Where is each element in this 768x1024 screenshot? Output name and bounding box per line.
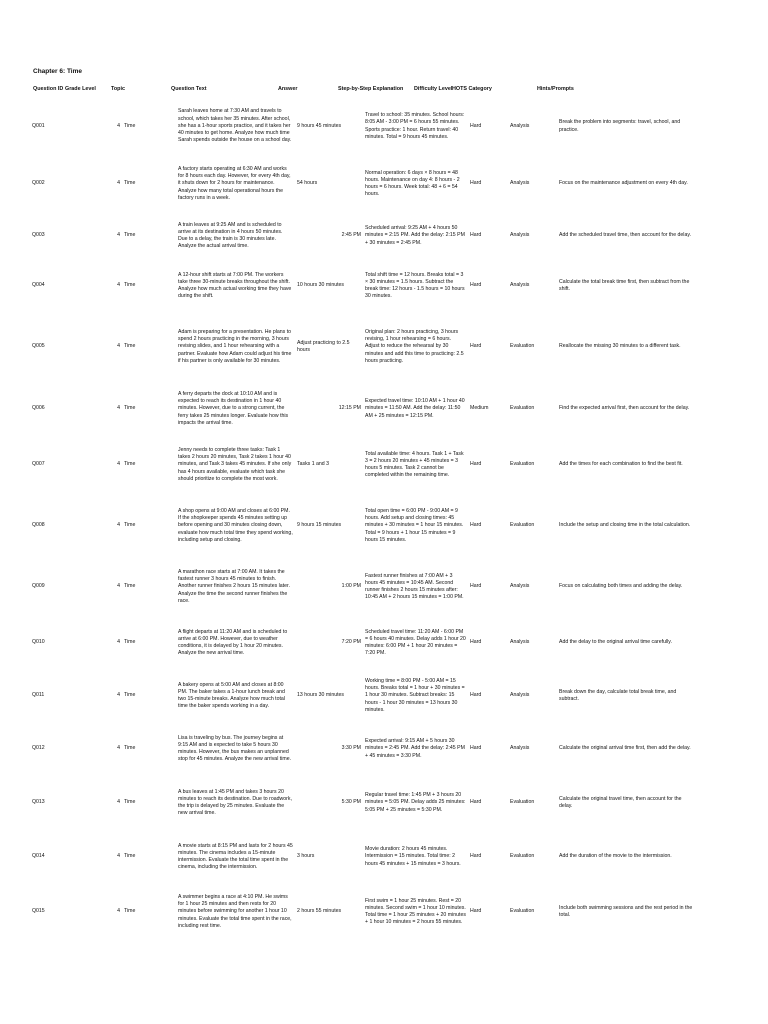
table-row <box>30 884 696 940</box>
hint-cell: Add the delay to the original arrival time carefully. <box>559 639 672 646</box>
header-topic: Topic <box>111 86 125 92</box>
grade-level-cell: 4 <box>117 522 120 529</box>
grade-level-cell: 4 <box>117 908 120 915</box>
hots-category-cell: Analysis <box>510 122 530 129</box>
table-row <box>30 97 696 156</box>
difficulty-cell: Hard <box>470 232 482 239</box>
hint-cell: Focus on the maintenance adjustment on every 4th day. <box>559 180 688 187</box>
answer-cell: 3 hours <box>297 853 315 860</box>
table-row <box>30 436 696 494</box>
hots-category-cell: Analysis <box>510 692 530 699</box>
explanation-cell: Normal operation: 6 days × 8 hours = 48 hours. Maintenance on day 4: 8 hours - 2 hours = 6 hours. Week total: 48 + 6 = 54 hours. <box>365 169 460 198</box>
hots-category-cell: Evaluation <box>510 522 535 529</box>
question-id-cell: Q007 <box>32 461 45 468</box>
grade-level-cell: 4 <box>117 583 120 590</box>
table-row <box>30 670 696 722</box>
question-text-cell: Jenny needs to complete three tasks: Task 1 takes 2 hours 20 minutes, Task 2 takes 1 hour 40 minutes, and Task 3 takes 45 minutes. If she only has 4 hours available, evaluate which task she should prioritize to complete the most work. <box>178 446 292 482</box>
difficulty-cell: Hard <box>470 692 482 699</box>
answer-cell: 2 hours 55 minutes <box>297 908 342 915</box>
table-row <box>30 494 696 558</box>
answer-cell: 2:45 PM <box>341 232 361 239</box>
hots-category-cell: Analysis <box>510 745 530 752</box>
hint-cell: Add the duration of the movie to the intermission. <box>559 853 672 860</box>
hint-cell: Add the times for each combination to find the best fit. <box>559 461 683 468</box>
answer-cell: 7:20 PM <box>341 639 361 646</box>
questions-table <box>30 97 696 940</box>
topic-cell: Time <box>124 232 136 239</box>
explanation-cell: Total open time = 6:00 PM - 9:00 AM = 9 hours. Add setup and closing times: 45 minutes + 30 minutes = 1 hour 15 minutes. Total = 9 hours + 1 hour 15 minutes = 9 hours 15 minutes. <box>365 507 464 543</box>
topic-cell: Time <box>124 692 136 699</box>
table-row <box>30 776 696 830</box>
question-id-cell: Q008 <box>32 522 45 529</box>
difficulty-cell: Hard <box>470 122 482 129</box>
question-text-cell: Adam is preparing for a presentation. He plans to spend 2 hours practicing in the morning, 3 hours revising slides, and 1 hour rehearsing with a partner. Evaluate how Adam could adjust his time if his partner is only available for 30 minutes. <box>178 328 292 364</box>
question-id-cell: Q005 <box>32 343 45 350</box>
difficulty-cell: Hard <box>470 343 482 350</box>
table-row <box>30 616 696 670</box>
question-text-cell: A swimmer begins a race at 4:10 PM. He swims for 1 hour 25 minutes and then rests for 20 minutes before swimming for another 1 hour 10 minutes. Evaluate the total time spent in the race, including rest time. <box>178 893 292 929</box>
explanation-cell: Scheduled travel time: 11:20 AM - 6:00 PM = 6 hours 40 minutes. Delay adds 1 hour 20 minutes: 6:00 PM + 1 hour 20 minutes = 7:20 PM. <box>365 628 466 657</box>
question-text-cell: A marathon race starts at 7:00 AM. It takes the fastest runner 3 hours 45 minutes to finish. Another runner finishes 2 hours 15 minutes later. Analyze the time the second runner finishes the race. <box>178 568 290 604</box>
explanation-cell: Movie duration: 2 hours 45 minutes. Intermission = 15 minutes. Total time: 2 hours 45 minutes + 15 minutes = 3 hours. <box>365 846 461 867</box>
question-text-cell: A train leaves at 9:25 AM and is scheduled to arrive at its destination in 4 hours 50 minutes. Due to a delay, the train is 30 minutes late. Analyze the actual arrival time. <box>178 221 283 250</box>
hots-category-cell: Analysis <box>510 639 530 646</box>
topic-cell: Time <box>124 405 136 412</box>
hots-category-cell: Analysis <box>510 583 530 590</box>
topic-cell: Time <box>124 583 136 590</box>
hint-cell: Add the scheduled travel time, then account for the delay. <box>559 232 691 239</box>
hots-category-cell: Evaluation <box>510 908 535 915</box>
answer-cell: 13 hours 30 minutes <box>297 692 345 699</box>
topic-cell: Time <box>124 853 136 860</box>
hots-category-cell: Evaluation <box>510 405 535 412</box>
topic-cell: Time <box>124 522 136 529</box>
header-hots-category: HOTS Category <box>452 86 492 92</box>
hint-cell: Calculate the total break time first, then subtract from the shift. <box>559 278 690 292</box>
question-id-cell: Q013 <box>32 799 45 806</box>
topic-cell: Time <box>124 282 136 289</box>
hint-cell: Focus on calculating both times and adding the delay. <box>559 583 683 590</box>
hots-category-cell: Analysis <box>510 180 530 187</box>
question-id-cell: Q012 <box>32 745 45 752</box>
grade-level-cell: 4 <box>117 799 120 806</box>
explanation-cell: Working time = 8:00 PM - 5:00 AM = 15 hours. Breaks total = 1 hour + 30 minutes = 1 hour 30 minutes. Subtract breaks: 15 hours - 1 hour 30 minutes = 13 hours 30 minutes. <box>365 677 465 713</box>
explanation-cell: Fastest runner finishes at 7:00 AM + 3 hours 45 minutes = 10:45 AM. Second runner finishes 2 hours 15 minutes after: 10:45 AM + 2 hours 15 minutes = 1:00 PM. <box>365 572 464 601</box>
hint-cell: Reallocate the missing 30 minutes to a different task. <box>559 343 681 350</box>
question-id-cell: Q015 <box>32 908 45 915</box>
explanation-cell: Scheduled arrival: 9:25 AM + 4 hours 50 minutes = 2:15 PM. Add the delay: 2:15 PM + 30 minutes = 2:45 PM. <box>365 225 465 246</box>
grade-level-cell: 4 <box>117 853 120 860</box>
question-text-cell: A 12-hour shift starts at 7:00 PM. The workers take three 30-minute breaks throughout the shift. Analyze how much actual working time they have during the shift. <box>178 271 292 300</box>
question-id-cell: Q004 <box>32 282 45 289</box>
question-id-cell: Q003 <box>32 232 45 239</box>
answer-cell: 3:30 PM <box>341 745 361 752</box>
question-id-cell: Q011 <box>32 692 45 699</box>
grade-level-cell: 4 <box>117 232 120 239</box>
difficulty-cell: Hard <box>470 461 482 468</box>
hint-cell: Break down the day, calculate total break time, and subtract. <box>559 688 677 702</box>
explanation-cell: Total shift time = 12 hours. Breaks total = 3 × 30 minutes = 1.5 hours. Subtract the break time: 12 hours - 1.5 hours = 10 hours 30 minutes. <box>365 271 465 300</box>
topic-cell: Time <box>124 745 136 752</box>
table-row <box>30 558 696 616</box>
difficulty-cell: Hard <box>470 853 482 860</box>
question-text-cell: A ferry departs the dock at 10:10 AM and is expected to reach its destination in 1 hour 40 minutes. However, due to a strong current, the ferry takes 25 minutes longer. Evaluate how this impacts the arrival time. <box>178 390 289 426</box>
explanation-cell: Expected travel time: 10:10 AM + 1 hour 40 minutes = 11:50 AM. Add the delay: 11:50 AM + 25 minutes = 12:15 PM. <box>365 398 465 419</box>
difficulty-cell: Hard <box>470 583 482 590</box>
hint-cell: Break the problem into segments: travel, school, and practice. <box>559 119 681 133</box>
header-hints: Hints/Prompts <box>537 86 574 92</box>
header-answer: Answer <box>278 86 298 92</box>
grade-level-cell: 4 <box>117 461 120 468</box>
answer-cell: 10 hours 30 minutes <box>297 282 345 289</box>
grade-level-cell: 4 <box>117 405 120 412</box>
answer-cell: 12:15 PM <box>338 405 361 412</box>
topic-cell: Time <box>124 908 136 915</box>
header-question-text: Question Text <box>171 86 207 92</box>
answer-cell: 5:30 PM <box>341 799 361 806</box>
hint-cell: Find the expected arrival first, then account for the delay. <box>559 405 690 412</box>
answer-cell: 9 hours 15 minutes <box>297 522 342 529</box>
table-row <box>30 212 696 260</box>
explanation-cell: Total available time: 4 hours. Task 1 + Task 3 = 2 hours 20 minutes + 45 minutes = 3 hours 5 minutes. Task 2 cannot be completed within the remaining time. <box>365 450 464 479</box>
question-text-cell: Lisa is traveling by bus. The journey begins at 9:15 AM and is expected to take 5 hours 30 minutes. However, the bus makes an unplanned stop for 45 minutes. Analyze the new arrival time. <box>178 734 292 763</box>
difficulty-cell: Hard <box>470 522 482 529</box>
topic-cell: Time <box>124 461 136 468</box>
header-difficulty: Difficulty Level <box>414 86 453 92</box>
hots-category-cell: Analysis <box>510 232 530 239</box>
question-text-cell: A factory starts operating at 6:30 AM and works for 8 hours each day. However, for every 4th day, it shuts down for 2 hours for maintenance. Analyze how many total operational hours the factory runs in a week. <box>178 165 291 201</box>
question-text-cell: Sarah leaves home at 7:30 AM and travels to school, which takes her 35 minutes. After school, she has a 1-hour sports practice, and it takes her 40 minutes to get home. Analyze how much time Sarah spends outside the house on a school day. <box>178 108 292 144</box>
hint-cell: Calculate the original travel time, then account for the delay. <box>559 795 682 809</box>
difficulty-cell: Hard <box>470 282 482 289</box>
hots-category-cell: Evaluation <box>510 343 535 350</box>
question-id-cell: Q002 <box>32 180 45 187</box>
grade-level-cell: 4 <box>117 639 120 646</box>
chapter-title: Chapter 6: Time <box>33 68 83 75</box>
explanation-cell: Regular travel time: 1:45 PM + 3 hours 20 minutes = 5:05 PM. Delay adds 25 minutes: 5:05 PM + 25 minutes = 5:30 PM. <box>365 792 466 813</box>
difficulty-cell: Medium <box>470 405 489 412</box>
explanation-cell: Original plan: 2 hours practicing, 3 hours revising, 1 hour rehearsing = 6 hours. Adjust to reduce the rehearsal by 30 minutes and add this time to practicing: 2.5 hours practicing. <box>365 328 464 364</box>
hots-category-cell: Analysis <box>510 282 530 289</box>
difficulty-cell: Hard <box>470 799 482 806</box>
hots-category-cell: Evaluation <box>510 461 535 468</box>
topic-cell: Time <box>124 799 136 806</box>
table-row <box>30 830 696 884</box>
grade-level-cell: 4 <box>117 692 120 699</box>
hint-cell: Include both swimming sessions and the rest period in the total. <box>559 904 693 918</box>
question-text-cell: A bakery opens at 5:00 AM and closes at 8:00 PM. The baker takes a 1-hour lunch break and two 15-minute breaks. Analyze how much total time the baker spends working in a day. <box>178 681 285 710</box>
hint-cell: Include the setup and closing time in the total calculation. <box>559 522 691 529</box>
explanation-cell: Travel to school: 35 minutes. School hours: 8:05 AM - 3:00 PM = 6 hours 55 minutes. Sports practice: 1 hour. Return travel: 40 minutes. Total = 9 hours 45 minutes. <box>365 112 465 140</box>
topic-cell: Time <box>124 639 136 646</box>
topic-cell: Time <box>124 343 136 350</box>
question-text-cell: A bus leaves at 1:45 PM and takes 3 hours 20 minutes to reach its destination. Due to roadwork, the trip is delayed by 25 minutes. Evaluate the new arrival time. <box>178 788 292 817</box>
header-grade-level: Grade Level <box>65 86 96 92</box>
question-id-cell: Q006 <box>32 405 45 412</box>
question-text-cell: A movie starts at 8:15 PM and lasts for 2 hours 45 minutes. The cinema includes a 15-minute intermission. Evaluate the total time spent in the cinema, including the intermission. <box>178 842 293 871</box>
table-row <box>30 722 696 776</box>
difficulty-cell: Hard <box>470 180 482 187</box>
difficulty-cell: Hard <box>470 745 482 752</box>
question-text-cell: A shop opens at 9:00 AM and closes at 6:00 PM. If the shopkeeper spends 45 minutes setting up before opening and 30 minutes closing down, evaluate how much total time they spend working, including setup and closing. <box>178 507 293 543</box>
answer-cell: Adjust practicing to 2.5 hours <box>297 339 350 353</box>
answer-cell: 9 hours 45 minutes <box>297 122 342 129</box>
question-id-cell: Q010 <box>32 639 45 646</box>
question-id-cell: Q001 <box>32 122 45 129</box>
header-explanation: Step-by-Step Explanation <box>338 86 404 92</box>
answer-cell: 1:00 PM <box>341 583 361 590</box>
grade-level-cell: 4 <box>117 745 120 752</box>
hint-cell: Calculate the original arrival time first, then add the delay. <box>559 745 691 752</box>
question-id-cell: Q014 <box>32 853 45 860</box>
table-row <box>30 260 696 312</box>
answer-cell: Tasks 1 and 3 <box>297 461 330 468</box>
grade-level-cell: 4 <box>117 343 120 350</box>
table-row <box>30 312 696 382</box>
grade-level-cell: 4 <box>117 282 120 289</box>
difficulty-cell: Hard <box>470 908 482 915</box>
table-row <box>30 382 696 436</box>
topic-cell: Time <box>124 122 136 129</box>
difficulty-cell: Hard <box>470 639 482 646</box>
answer-cell: 54 hours <box>297 180 318 187</box>
question-id-cell: Q009 <box>32 583 45 590</box>
grade-level-cell: 4 <box>117 122 120 129</box>
grade-level-cell: 4 <box>117 180 120 187</box>
explanation-cell: First swim = 1 hour 25 minutes. Rest = 20 minutes. Second swim = 1 hour 10 minutes. Total time = 1 hour 25 minutes + 20 minutes + 1 hour 10 minutes = 2 hours 55 minutes. <box>365 897 466 926</box>
topic-cell: Time <box>124 180 136 187</box>
question-text-cell: A flight departs at 11:20 AM and is scheduled to arrive at 6:00 PM. However, due to weather conditions, it is delayed by 1 hour 20 minutes. Analyze the new arrival time. <box>178 628 288 657</box>
hots-category-cell: Evaluation <box>510 799 535 806</box>
explanation-cell: Expected arrival: 9:15 AM + 5 hours 30 minutes = 2:45 PM. Add the delay: 2:45 PM + 45 minutes = 3:30 PM. <box>365 738 465 759</box>
header-question-id: Question ID <box>33 86 64 92</box>
table-row <box>30 156 696 212</box>
hots-category-cell: Evaluation <box>510 853 535 860</box>
